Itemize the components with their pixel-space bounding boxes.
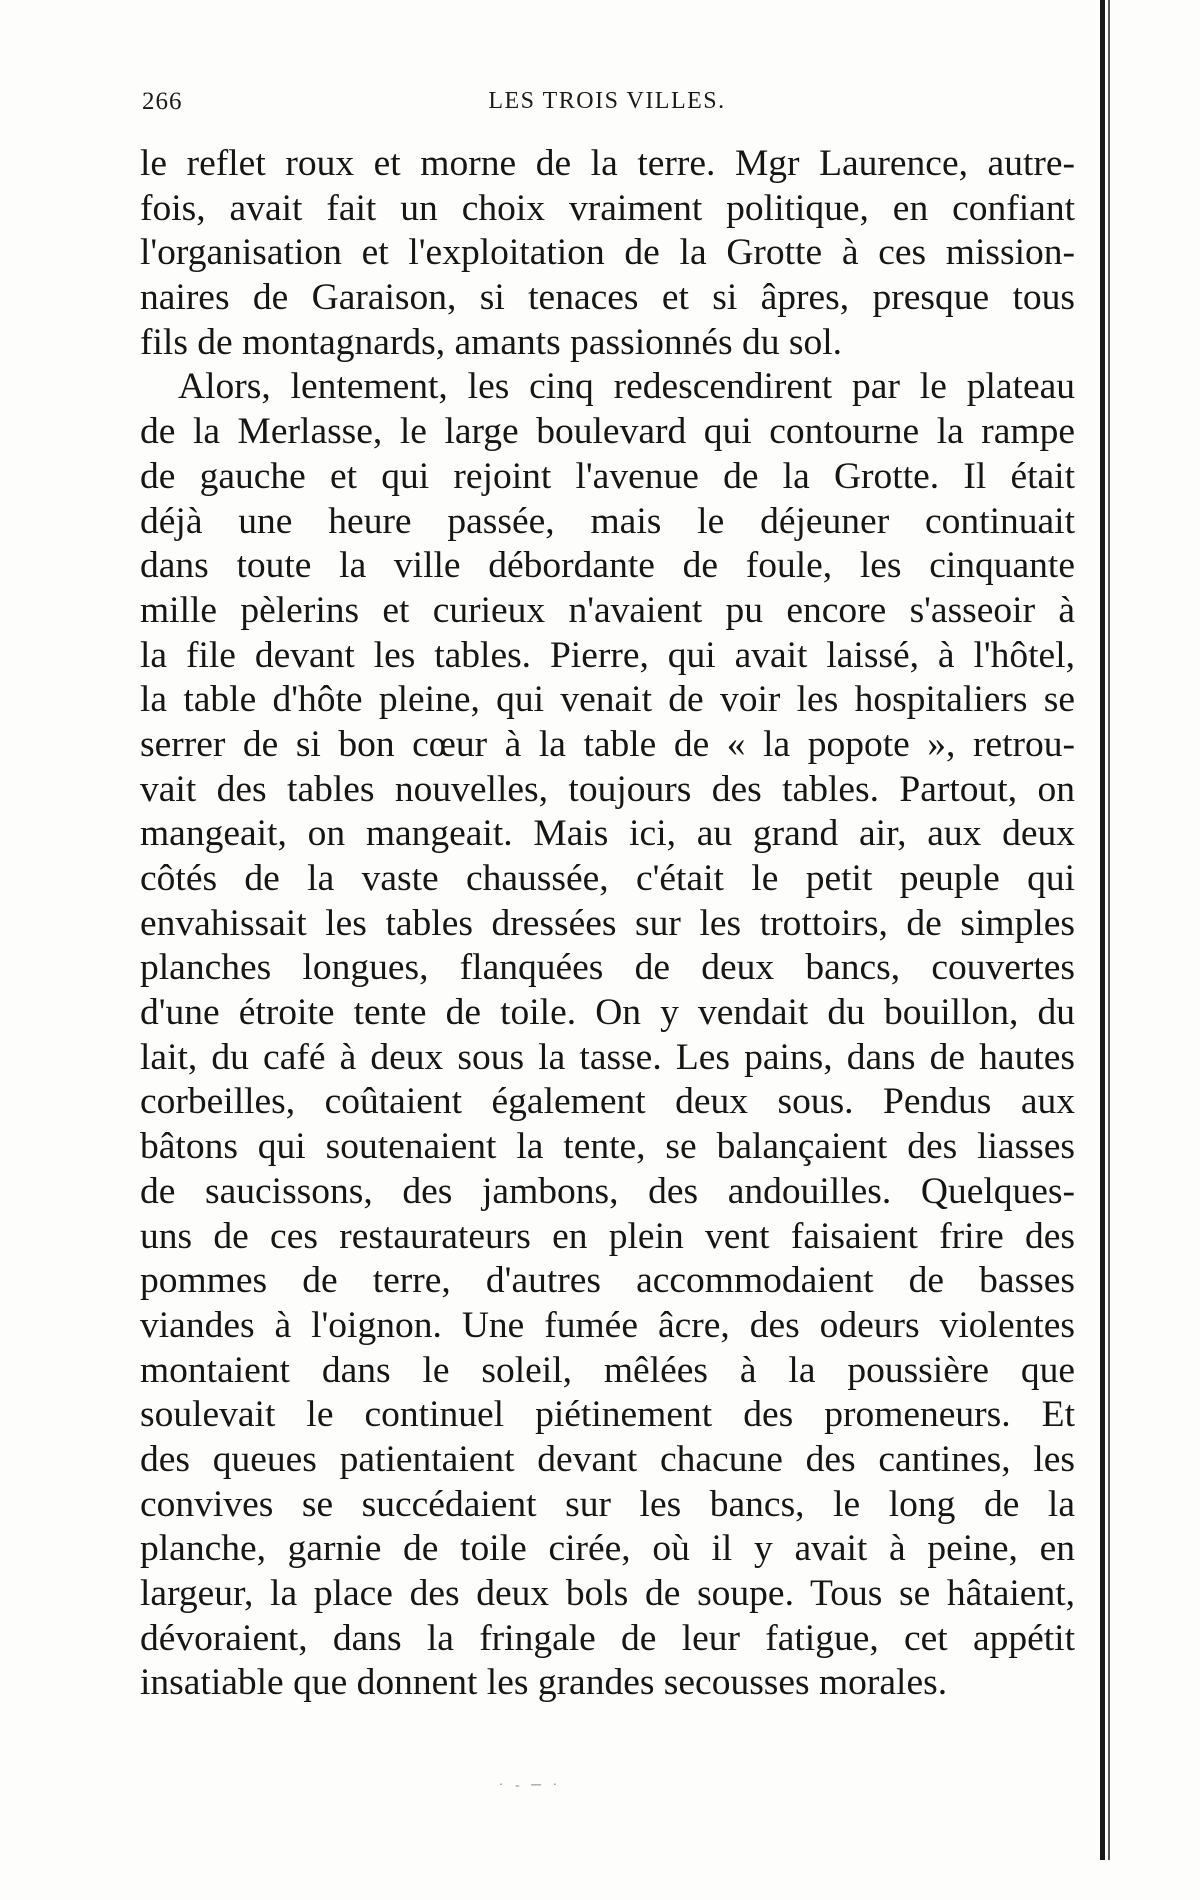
text-line: uns de ces restaurateurs en plein vent faisaient frire des bbox=[140, 1215, 1075, 1257]
printer-mark: · ‐ ─ · bbox=[498, 1778, 562, 1793]
text-line: la table d'hôte pleine, qui venait de voir les hospitaliers se bbox=[140, 679, 1075, 721]
text-line: largeur, la place des deux bols de soupe. Tous se hâtaient, bbox=[140, 1573, 1075, 1614]
text-line: planches longues, flanquées de deux bancs, couvertes bbox=[140, 947, 1075, 989]
text-line: mangeait, on mangeait. Mais ici, au grand air, aux deux bbox=[140, 813, 1075, 855]
text-line: côtés de la vaste chaussée, c'était le petit peuple qui bbox=[140, 858, 1075, 899]
text-line: dévoraient, dans la fringale de leur fatigue, cet appétit bbox=[140, 1617, 1075, 1659]
text-line: lait, du café à deux sous la tasse. Les pains, dans de hautes bbox=[140, 1036, 1075, 1078]
text-line: dans toute la ville débordante de foule, les cinquante bbox=[140, 545, 1075, 587]
page-header bbox=[142, 88, 1072, 124]
body-text bbox=[140, 142, 1075, 1706]
text-line: naires de Garaison, si tenaces et si âpres, presque tous bbox=[140, 277, 1075, 319]
text-line: viandes à l'oignon. Une fumée âcre, des odeurs violentes bbox=[140, 1304, 1075, 1346]
text-line: insatiable que donnent les grandes secousses morales. bbox=[140, 1662, 948, 1704]
paragraph bbox=[140, 142, 1075, 365]
text-line: planche, garnie de toile cirée, où il y avait à peine, en bbox=[140, 1528, 1075, 1570]
text-line: fils de montagnards, amants passionnés du sol. bbox=[140, 321, 842, 363]
text-line: mille pèlerins et curieux n'avaient pu encore s'asseoir à bbox=[140, 589, 1075, 631]
text-line: vait des tables nouvelles, toujours des tables. Partout, on bbox=[140, 768, 1075, 810]
text-line: serrer de si bon cœur à la table de « la popote », retrou- bbox=[140, 723, 1075, 765]
text-line: envahissait les tables dressées sur les trottoirs, de simples bbox=[140, 902, 1075, 944]
text-line: des queues patientaient devant chacune des cantines, les bbox=[140, 1438, 1075, 1480]
paragraph bbox=[140, 365, 1075, 1706]
text-line: bâtons qui soutenaient la tente, se balançaient des liasses bbox=[140, 1126, 1075, 1168]
text-line: montaient dans le soleil, mêlées à la poussière que bbox=[140, 1349, 1075, 1391]
text-line: de gauche et qui rejoint l'avenue de la Grotte. Il était bbox=[140, 455, 1075, 497]
page-binding-edge bbox=[1100, 0, 1105, 1860]
running-title: LES TROIS VILLES. bbox=[488, 88, 726, 114]
page-number: 266 bbox=[142, 88, 183, 115]
text-line: la file devant les tables. Pierre, qui avait laissé, à l'hôtel, bbox=[140, 634, 1075, 676]
text-line: d'une étroite tente de toile. On y vendait du bouillon, du bbox=[140, 992, 1075, 1034]
text-line: pommes de terre, d'autres accommodaient de basses bbox=[140, 1260, 1075, 1302]
text-line: soulevait le continuel piétinement des promeneurs. Et bbox=[140, 1394, 1075, 1436]
text-line: fois, avait fait un choix vraiment politique, en confiant bbox=[140, 187, 1075, 229]
text-line: le reflet roux et morne de la terre. Mgr Laurence, autre- bbox=[140, 143, 1075, 184]
text-line: l'organisation et l'exploitation de la Grotte à ces mission- bbox=[140, 232, 1075, 274]
text-line: de saucissons, des jambons, des andouilles. Quelques- bbox=[140, 1170, 1075, 1212]
text-line: Alors, lentement, les cinq redescendirent par le plateau bbox=[178, 366, 1075, 408]
text-line: convives se succédaient sur les bancs, le long de la bbox=[140, 1483, 1075, 1525]
text-line: déjà une heure passée, mais le déjeuner continuait bbox=[140, 500, 1075, 542]
text-line: corbeilles, coûtaient également deux sous. Pendus aux bbox=[140, 1081, 1075, 1123]
page-binding-shadow bbox=[1108, 0, 1110, 1860]
text-line: de la Merlasse, le large boulevard qui contourne la rampe bbox=[140, 411, 1075, 453]
